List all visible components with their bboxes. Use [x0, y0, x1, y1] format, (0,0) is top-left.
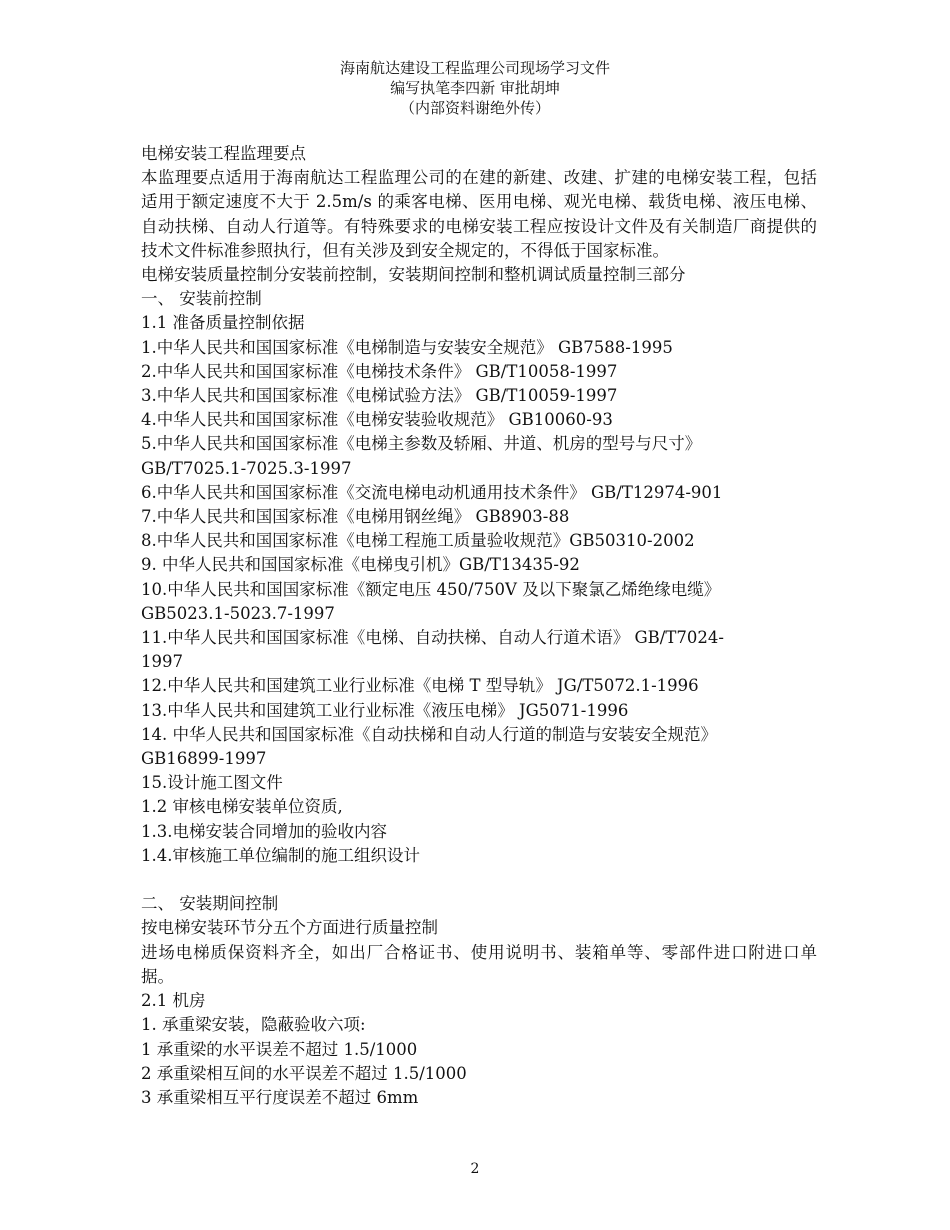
subsection-1-4: 1.4.审核施工单位编制的施工组织设计	[141, 845, 420, 865]
standard-item-12: 12.中华人民共和国建筑工业行业标准《电梯 T 型导轨》 JG/T5072.1-1996	[141, 676, 699, 696]
section-2-heading: 二、 安装期间控制	[141, 894, 279, 914]
section-2-intro: 按电梯安装环节分五个方面进行质量控制	[141, 918, 438, 938]
check-item-2: 2 承重梁相互间的水平误差不超过 1.5/1000	[141, 1063, 467, 1083]
standard-item-3: 3.中华人民共和国国家标准《电梯试验方法》 GB/T10059-1997	[141, 386, 618, 406]
header-company-title: 海南航达建设工程监理公司现场学习文件	[339, 59, 610, 77]
intro-paragraph: 本监理要点适用于海南航达工程监理公司的在建的新建、改建、扩建的电梯安装工程，包括适用于额定速度不大于 2.5m/s 的乘客电梯、医用电梯、观光电梯、载货电梯、液压电梯、自动扶梯、自动人行道等。有特殊要求的电梯安装工程应按设计文件及有关制造厂商提供的技术文件标准参照执行，但有关涉及到安全规定的，不得低于国家标准。	[141, 168, 817, 260]
standard-item-1: 1.中华人民共和国国家标准《电梯制造与安装安全规范》 GB7588-1995	[141, 337, 673, 357]
check-item-1: 1 承重梁的水平误差不超过 1.5/1000	[141, 1039, 418, 1059]
header-confidential-note: （内部资料谢绝外传）	[399, 99, 550, 117]
standard-item-11: 11.中华人民共和国国家标准《电梯、自动扶梯、自动人行道术语》 GB/T7024-	[141, 628, 724, 648]
standard-item-11-code: 1997	[141, 652, 183, 672]
standard-item-14: 14. 中华人民共和国国家标准《自动扶梯和自动人行道的制造与安装安全规范》	[141, 724, 717, 744]
section-2-materials-paragraph: 进场电梯质保资料齐全，如出厂合格证书、使用说明书、装箱单等、零部件进口附进口单据。	[141, 942, 817, 986]
standard-item-9: 9. 中华人民共和国国家标准《电梯曳引机》GB/T13435-92	[141, 555, 580, 575]
document-body	[141, 142, 817, 1110]
document-title: 电梯安装工程监理要点	[141, 144, 306, 163]
standard-item-13: 13.中华人民共和国建筑工业行业标准《液压电梯》 JG5071-1996	[141, 700, 629, 720]
standard-item-5-code: GB/T7025.1-7025.3-1997	[141, 458, 352, 478]
standard-item-4: 4.中华人民共和国国家标准《电梯安装验收规范》 GB10060-93	[141, 410, 613, 430]
standard-item-5: 5.中华人民共和国国家标准《电梯主参数及轿厢、井道、机房的型号与尺寸》	[141, 434, 702, 454]
subsection-1-1-heading: 1.1 准备质量控制依据	[141, 313, 305, 333]
standard-item-7: 7.中华人民共和国国家标准《电梯用钢丝绳》 GB8903-88	[141, 507, 570, 527]
standard-item-14-code: GB16899-1997	[141, 749, 267, 769]
standard-item-6: 6.中华人民共和国国家标准《交流电梯电动机通用技术条件》 GB/T12974-901	[141, 482, 723, 502]
item-1-bearing-beam: 1. 承重梁安装，隐蔽验收六项:	[141, 1015, 366, 1035]
section-1-heading: 一、 安装前控制	[141, 289, 262, 309]
overview-paragraph: 电梯安装质量控制分安装前控制，安装期间控制和整机调试质量控制三部分	[141, 265, 686, 285]
standard-item-2: 2.中华人民共和国国家标准《电梯技术条件》 GB/T10058-1997	[141, 361, 618, 381]
subsection-1-2: 1.2 审核电梯安装单位资质,	[141, 797, 343, 817]
standard-item-15: 15.设计施工图文件	[141, 773, 283, 793]
subsection-2-1-heading: 2.1 机房	[141, 991, 206, 1011]
page-number: 2	[470, 1161, 480, 1177]
document-header	[0, 58, 950, 118]
check-item-3: 3 承重梁相互平行度误差不超过 6mm	[141, 1087, 419, 1107]
standard-item-10-code: GB5023.1-5023.7-1997	[141, 603, 335, 623]
subsection-1-3: 1.3.电梯安装合同增加的验收内容	[141, 821, 387, 841]
standard-item-10: 10.中华人民共和国国家标准《额定电压 450/750V 及以下聚氯乙烯绝缘电缆》	[141, 579, 721, 599]
standard-item-8: 8.中华人民共和国国家标准《电梯工程施工质量验收规范》GB50310-2002	[141, 531, 695, 551]
blank-line	[141, 868, 817, 892]
header-author-approver: 编写执笔李四新 审批胡坤	[390, 79, 560, 97]
